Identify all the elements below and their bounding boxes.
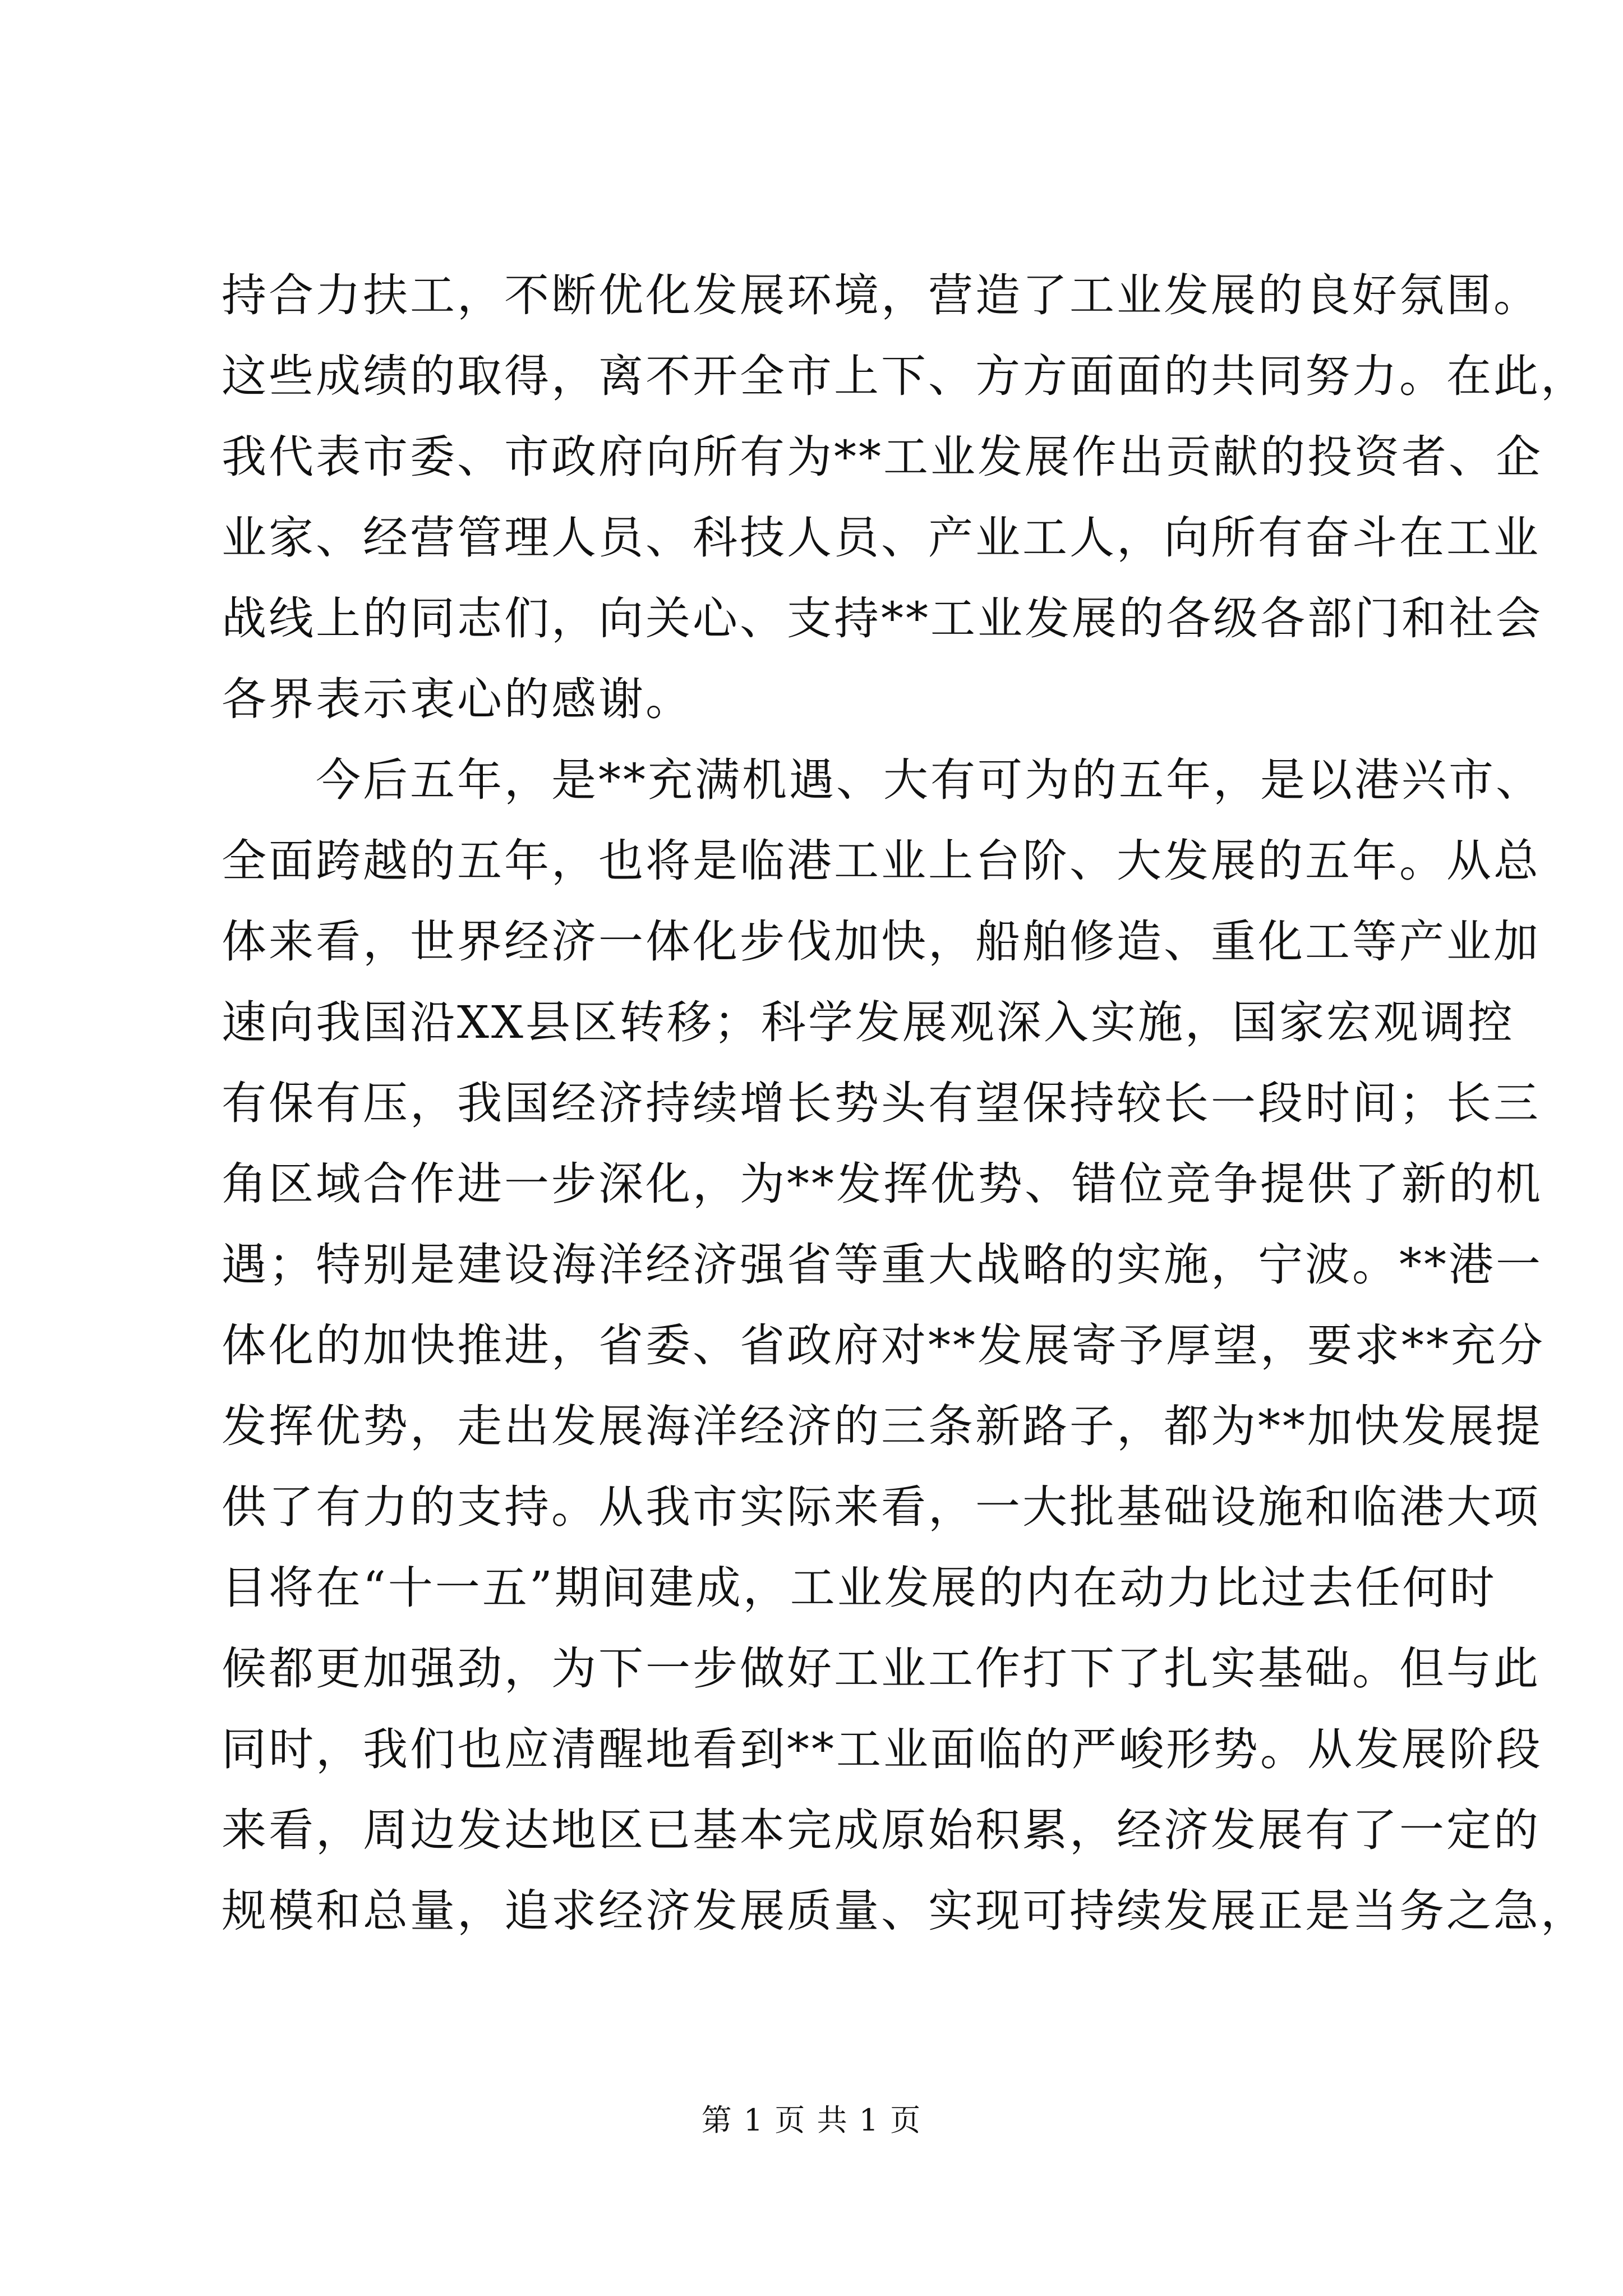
text-line: 今后五年，是**充满机遇、大有可为的五年，是以港兴市、 [222,754,1543,806]
text-line: 角区域合作进一步深化，为**发挥优势、错位竞争提供了新的机 [222,1158,1543,1210]
text-line: 我代表市委、市政府向所有为**工业发展作出贡献的投资者、企 [222,431,1543,483]
text-line: 速向我国沿XX县区转移；科学发展观深入实施，国家宏观调控 [222,996,1515,1048]
text-line: 这些成绩的取得，离不开全市上下、方方面面的共同努力。在此， [222,350,1588,402]
text-line: 发挥优势，走出发展海洋经济的三条新路子，都为**加快发展提 [222,1400,1543,1452]
text-line: 各界表示衷心的感谢。 [222,673,693,725]
text-line: 供了有力的支持。从我市实际来看，一大批基础设施和临港大项 [222,1481,1541,1533]
text-line: 同时，我们也应清醒地看到**工业面临的严峻形势。从发展阶段 [222,1723,1543,1775]
text-line: 业家、经营管理人员、科技人员、产业工人，向所有奋斗在工业 [222,512,1541,564]
text-line: 体化的加快推进，省委、省政府对**发展寄予厚望，要求**充分 [222,1319,1545,1372]
text-line: 目将在“十一五”期间建成，工业发展的内在动力比过去任何时 [222,1562,1497,1614]
text-line: 遇；特别是建设海洋经济强省等重大战略的实施，宁波。**港一 [222,1239,1543,1291]
page-number-label: 第 1 页 共 1 页 [701,2102,922,2138]
text-line: 有保有压，我国经济持续增长势头有望保持较长一段时间；长三 [222,1077,1541,1129]
page-footer [0,2098,1623,2143]
text-line: 来看，周边发达地区已基本完成原始积累，经济发展有了一定的 [222,1804,1541,1856]
text-line: 战线上的同志们，向关心、支持**工业发展的各级各部门和社会 [222,592,1543,645]
text-line: 候都更加强劲，为下一步做好工业工作打下了扎实基础。但与此 [222,1642,1541,1695]
text-line: 规模和总量，追求经济发展质量、实现可持续发展正是当务之急， [222,1885,1588,1937]
body-text [222,255,1588,1952]
text-line: 全面跨越的五年，也将是临港工业上台阶、大发展的五年。从总 [222,835,1541,887]
text-line: 体来看，世界经济一体化步伐加快，船舶修造、重化工等产业加 [222,915,1541,968]
text-line: 持合力扶工，不断优化发展环境，营造了工业发展的良好氛围。 [222,269,1541,321]
